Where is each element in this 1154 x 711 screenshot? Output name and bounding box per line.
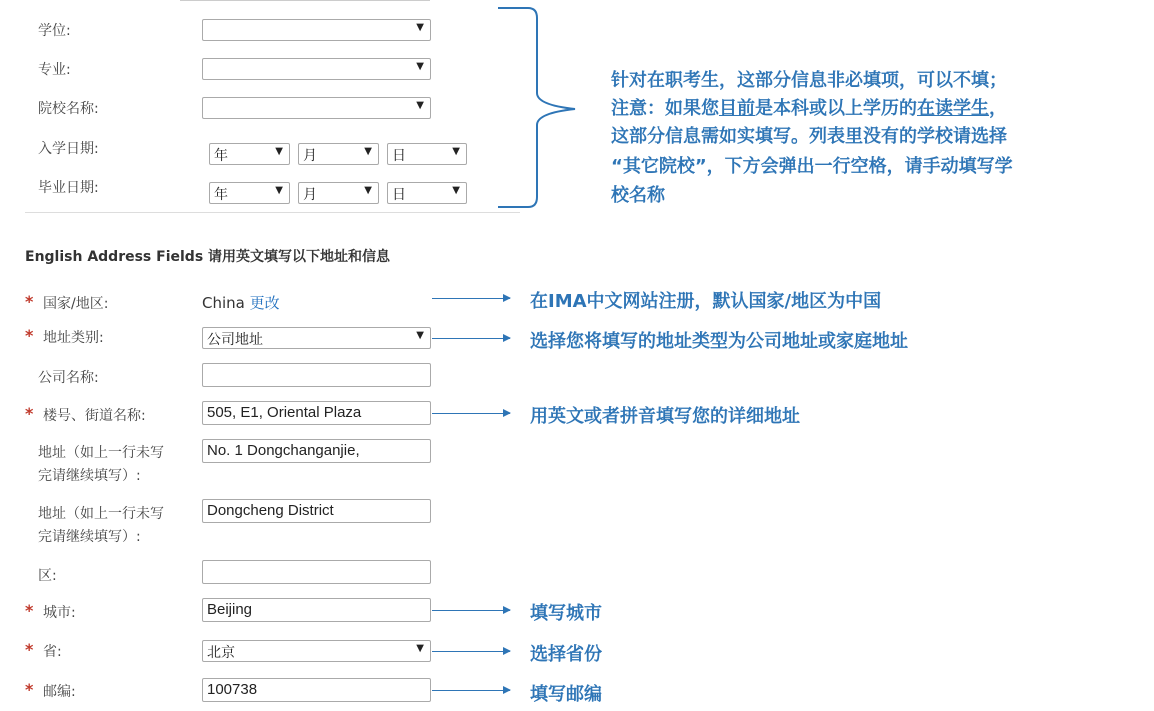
enroll-month-select[interactable]	[298, 143, 379, 165]
required-mark: *	[25, 640, 34, 659]
chevron-down-icon: ▼	[416, 643, 424, 654]
street-note: 用英文或者拼音填写您的详细地址	[530, 406, 800, 427]
section-title: English Address Fields 请用英文填写以下地址和信息	[25, 249, 391, 265]
grad-date-label: 毕业日期:	[38, 180, 99, 196]
zip-label: 邮编:	[43, 684, 76, 700]
arrow-icon	[432, 338, 510, 339]
address-line2-label: 地址（如上一行未写	[38, 445, 164, 461]
required-mark: *	[25, 601, 34, 620]
address-line2-input[interactable]	[202, 439, 431, 463]
grad-month-select[interactable]	[298, 182, 379, 204]
company-name-input[interactable]	[202, 363, 431, 387]
arrow-icon	[432, 298, 510, 299]
district-label: 区:	[38, 568, 57, 584]
chevron-down-icon: ▼	[416, 22, 424, 33]
city-value: Beijing	[207, 601, 253, 618]
address-type-select[interactable]	[202, 327, 431, 349]
address-line3-value: Dongcheng District	[207, 502, 334, 519]
zip-value: 100738	[207, 681, 258, 698]
city-input[interactable]	[202, 598, 431, 622]
street-input[interactable]	[202, 401, 431, 425]
country-label: 国家/地区:	[43, 296, 109, 312]
arrow-icon	[432, 413, 510, 414]
street-value: 505, E1, Oriental Plaza	[207, 404, 362, 421]
address-line3-input[interactable]	[202, 499, 431, 523]
education-note-line1: 针对在职考生，这部分信息非必填项，可以不填；	[611, 70, 1007, 91]
address-line3-label: 地址（如上一行未写	[38, 506, 164, 522]
chevron-down-icon: ▼	[416, 330, 424, 341]
country-note: 在IMA中文网站注册，默认国家/地区为中国	[530, 291, 882, 312]
grad-day-select[interactable]	[387, 182, 467, 204]
arrow-icon	[432, 690, 510, 691]
brace-icon	[490, 5, 585, 210]
address-line3-label-cont: 完请继续填写）:	[38, 529, 141, 545]
arrow-icon	[432, 610, 510, 611]
district-input[interactable]	[202, 560, 431, 584]
country-change-link[interactable]: 更改	[249, 294, 280, 312]
education-note-line5: 校名称	[611, 185, 665, 206]
address-type-note: 选择您将填写的地址类型为公司地址或家庭地址	[530, 331, 908, 352]
chevron-down-icon: ▼	[275, 185, 283, 196]
street-label: 楼号、街道名称:	[43, 408, 146, 424]
country-value: China 更改	[202, 294, 280, 312]
day-value: 日	[392, 187, 406, 203]
major-label: 专业:	[38, 62, 71, 78]
province-note: 选择省份	[530, 644, 602, 665]
chevron-down-icon: ▼	[452, 146, 460, 157]
education-note-line3: 这部分信息需如实填写。列表里没有的学校请选择	[611, 126, 1007, 147]
zip-note: 填写邮编	[530, 684, 602, 705]
day-value: 日	[392, 148, 406, 164]
year-value: 年	[214, 187, 228, 203]
month-value: 月	[303, 187, 317, 203]
city-note: 填写城市	[530, 603, 602, 624]
chevron-down-icon: ▼	[452, 185, 460, 196]
major-select[interactable]	[202, 58, 431, 80]
chevron-down-icon: ▼	[275, 146, 283, 157]
degree-label: 学位:	[38, 23, 71, 39]
month-value: 月	[303, 148, 317, 164]
required-mark: *	[25, 326, 34, 345]
zip-input[interactable]	[202, 678, 431, 702]
chevron-down-icon: ▼	[416, 100, 424, 111]
arrow-icon	[432, 651, 510, 652]
chevron-down-icon: ▼	[364, 185, 372, 196]
required-mark: *	[25, 680, 34, 699]
province-value: 北京	[207, 645, 235, 661]
education-note-line4: “其它院校”，下方会弹出一行空格，请手动填写学	[611, 156, 1013, 177]
year-value: 年	[214, 148, 228, 164]
province-label: 省:	[43, 644, 62, 660]
degree-select[interactable]	[202, 19, 431, 41]
enroll-day-select[interactable]	[387, 143, 467, 165]
education-note-line2: 注意：如果您目前是本科或以上学历的在读学生，	[611, 98, 1007, 119]
address-type-value: 公司地址	[207, 332, 263, 348]
address-type-label: 地址类别:	[43, 330, 104, 346]
top-border	[180, 0, 430, 3]
section-divider	[25, 212, 520, 213]
city-label: 城市:	[43, 605, 76, 621]
chevron-down-icon: ▼	[364, 146, 372, 157]
school-select[interactable]	[202, 97, 431, 119]
address-line2-value: No. 1 Dongchanganjie,	[207, 442, 360, 459]
company-label: 公司名称:	[38, 370, 99, 386]
enroll-date-label: 入学日期:	[38, 141, 99, 157]
required-mark: *	[25, 404, 34, 423]
province-select[interactable]	[202, 640, 431, 662]
address-line2-label-cont: 完请继续填写）:	[38, 468, 141, 484]
required-mark: *	[25, 292, 34, 311]
chevron-down-icon: ▼	[416, 61, 424, 72]
school-label: 院校名称:	[38, 101, 99, 117]
grad-year-select[interactable]	[209, 182, 290, 204]
enroll-year-select[interactable]	[209, 143, 290, 165]
